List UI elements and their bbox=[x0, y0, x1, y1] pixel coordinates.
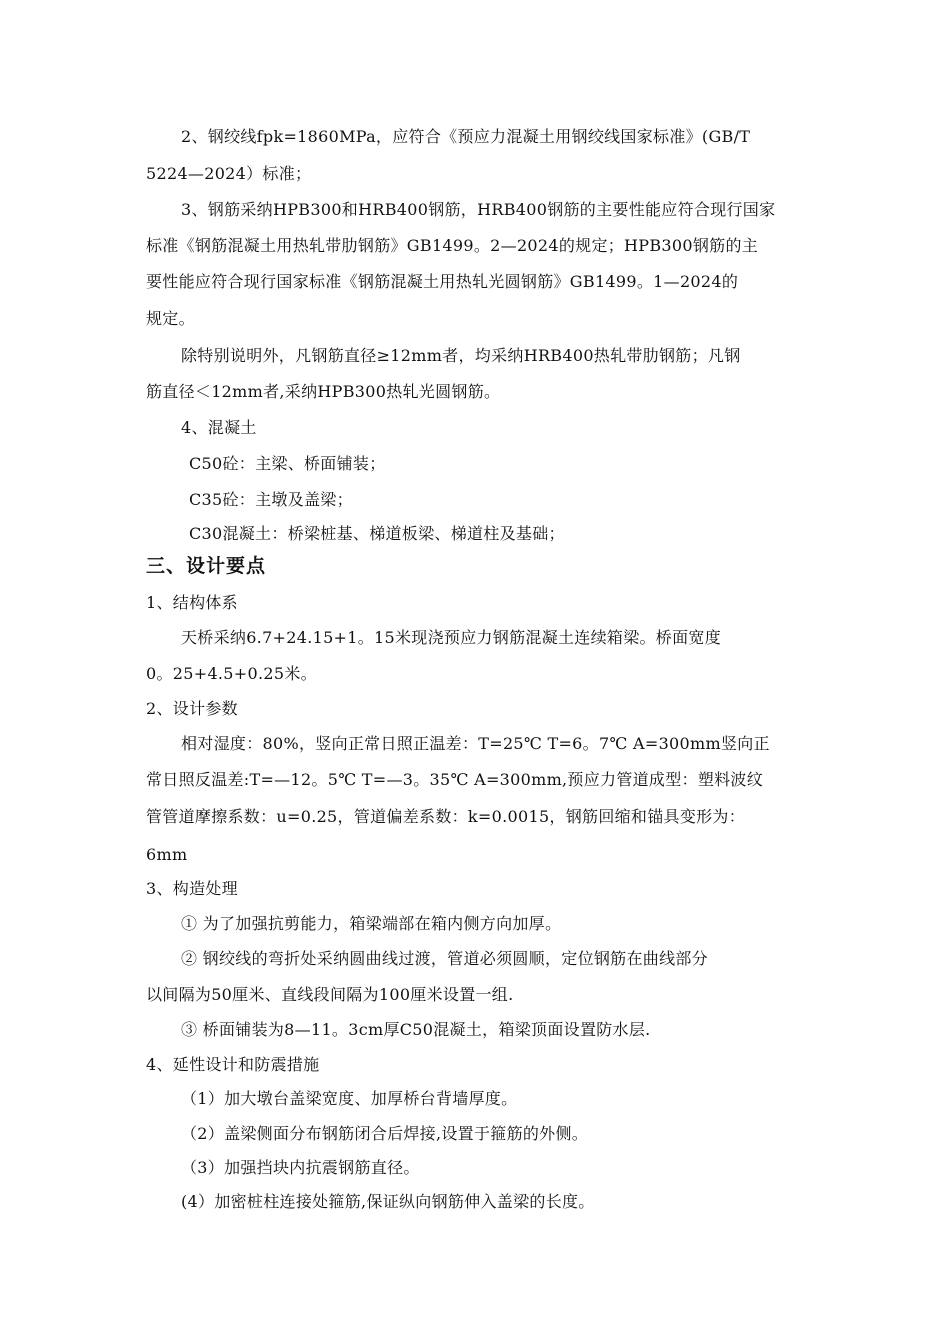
item2-line1: 2、钢绞线fpk=1860MPa，应符合《预应力混凝土用钢绞线国家标准》(GB/T bbox=[181, 127, 751, 146]
sub3-item2-line1: ② 钢绞线的弯折处采纳圆曲线过渡，管道必须圆顺，定位钢筋在曲线部分 bbox=[181, 949, 708, 968]
sub2-line1: 相对湿度：80%，竖向正常日照正温差：T=25℃ T=6。7℃ A=300mm竖向正 bbox=[181, 734, 770, 753]
sub2-line3: 管管道摩擦系数：u=0.25，管道偏差系数：k=0.0015，钢筋回缩和锚具变形为： bbox=[146, 807, 746, 826]
concrete-c30: C30混凝土：桥梁桩基、梯道板梁、梯道柱及基础； bbox=[189, 524, 565, 543]
item4-title: 4、混凝土 bbox=[181, 418, 257, 437]
sub3-title: 3、构造处理 bbox=[146, 879, 238, 898]
item3-line2: 标准《钢筋混凝土用热轧带肋钢筋》GB1499。2—2024的规定；HPB300钢筋的主 bbox=[146, 236, 759, 255]
sub3-item2-line2: 以间隔为50厘米、直线段间隔为100厘米设置一组. bbox=[146, 985, 514, 1004]
item3-line4: 规定。 bbox=[146, 309, 195, 328]
item3-line3: 要性能应符合现行国家标准《钢筋混凝土用热轧光圆钢筋》GB1499。1—2024的 bbox=[146, 272, 739, 291]
sub2-line2: 常日照反温差:T=—12。5℃ T=—3。35℃ A=300mm,预应力管道成型：塑料波纹 bbox=[146, 770, 764, 789]
item2-line2: 5224—2024）标准； bbox=[146, 164, 312, 183]
sub3-item1: ① 为了加强抗剪能力，箱梁端部在箱内侧方向加厚。 bbox=[181, 914, 562, 933]
sub4-item3: （3）加强挡块内抗震钢筋直径。 bbox=[181, 1158, 420, 1177]
item3-line1: 3、钢筋采纳HPB300和HRB400钢筋，HRB400钢筋的主要性能应符合现行国家 bbox=[181, 200, 776, 219]
note-line2: 筋直径＜12mm者,采纳HPB300热轧光圆钢筋。 bbox=[146, 382, 501, 401]
sub4-item4: (4）加密桩柱连接处箍筋,保证纵向钢筋伸入盖梁的长度。 bbox=[181, 1192, 595, 1211]
sub2-line4: 6mm bbox=[146, 845, 188, 864]
concrete-c35: C35砼：主墩及盖梁； bbox=[189, 490, 353, 509]
sub1-title: 1、结构体系 bbox=[146, 593, 238, 612]
section-heading-design-points: 三、设计要点 bbox=[146, 555, 267, 577]
sub4-item1: （1）加大墩台盖梁宽度、加厚桥台背墙厚度。 bbox=[181, 1089, 518, 1108]
sub1-line2: 0。25+4.5+0.25米。 bbox=[146, 664, 317, 683]
sub4-title: 4、延性设计和防震措施 bbox=[146, 1055, 320, 1074]
sub1-line1: 天桥采纳6.7+24.15+1。15米现浇预应力钢筋混凝土连续箱梁。桥面宽度 bbox=[181, 628, 722, 647]
note-line1: 除特别说明外，凡钢筋直径≥12mm者，均采纳HRB400热轧带肋钢筋；凡钢 bbox=[181, 346, 741, 365]
sub4-item2: （2）盖梁侧面分布钢筋闭合后焊接,设置于箍筋的外侧。 bbox=[181, 1124, 589, 1143]
concrete-c50: C50砼：主梁、桥面铺装； bbox=[189, 454, 386, 473]
sub2-title: 2、设计参数 bbox=[146, 699, 238, 718]
sub3-item3: ③ 桥面铺装为8—11。3cm厚C50混凝土，箱梁顶面设置防水层. bbox=[181, 1020, 651, 1039]
